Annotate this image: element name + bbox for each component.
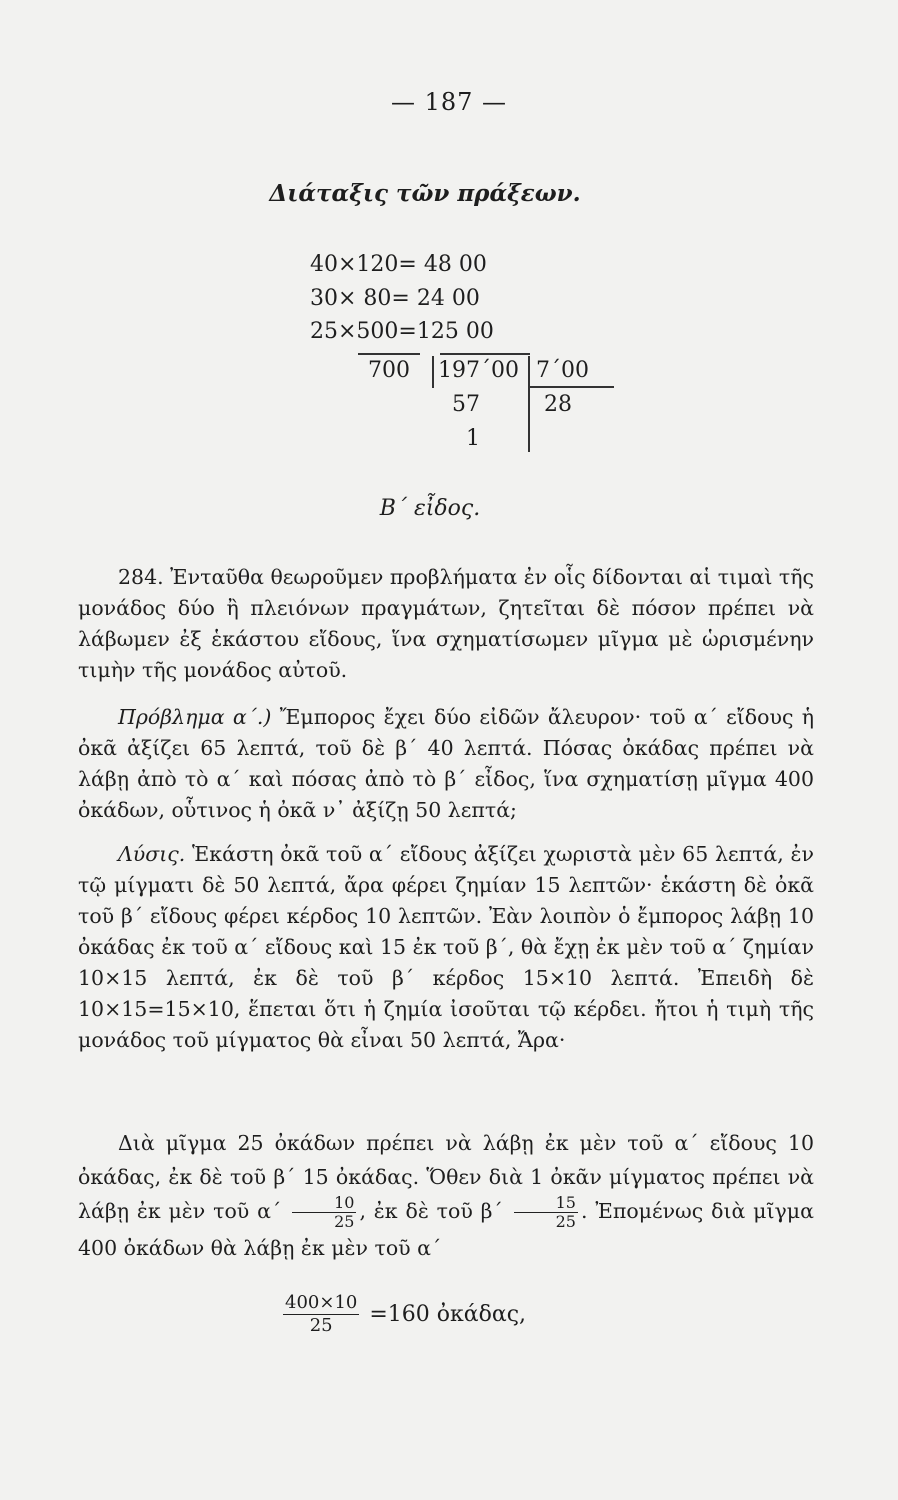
section-title: Διάταξις τῶν πράξεων. <box>269 180 581 207</box>
final-equation <box>280 1292 526 1337</box>
mixture-text-end: . Ἐπομένως διὰ μῖγμα 400 ὀκάδων θὰ λάβῃ ἐκ μὲν τοῦ α΄ <box>78 1199 814 1260</box>
sum-rule-right <box>440 353 530 355</box>
solution-paragraph <box>78 839 814 1056</box>
divisor-bar <box>432 356 434 388</box>
divisor-right: 7΄00 <box>536 358 589 383</box>
calc-row-1: 40×120= 48 00 <box>310 252 487 277</box>
fraction-denominator: 25 <box>334 1212 355 1231</box>
quotient-rule <box>530 386 614 388</box>
problem-paragraph <box>78 702 814 826</box>
divisor-left: 700 <box>368 358 410 383</box>
problem-text: Ἔμπορος ἔχει δύο εἰδῶν ἄλευρον· τοῦ α΄ εἴδους ἡ ὀκᾶ ἀξίζει 65 λεπτά, τοῦ δὲ β΄ 40 λεπτά. Πόσας ὀκάδας πρέπει νὰ λάβῃ ἀπὸ τὸ α΄ καὶ πόσας ἀπὸ τὸ β΄ εἶδος, ἵνα σχηματίσῃ μῖγμα 400 ὀκάδων, οὗτινος ἡ ὀκᾶ ν᾽ ἀξίζῃ 50 λεπτά; <box>78 705 814 822</box>
problem-label: Πρόβλημα α΄.) <box>118 705 272 729</box>
subheading: Β΄ εἶδος. <box>379 496 481 521</box>
mixture-text-start: Διὰ μῖγμα 25 ὀκάδων πρέπει νὰ λάβῃ ἐκ μὲν τοῦ α΄ εἴδους 10 ὀκάδας, ἐκ δὲ τοῦ β΄ 15 ὀκάδας. Ὅθεν διὰ 1 ὀκᾶν μίγματος πρέπει νὰ λάβῃ ἐκ μὲν τοῦ α΄ <box>78 1131 814 1223</box>
mixture-text-mid: , ἐκ δὲ τοῦ β΄ <box>359 1199 503 1223</box>
calc-row-2: 30× 80= 24 00 <box>310 286 480 311</box>
equation-denominator: 25 <box>309 1315 333 1336</box>
fraction-10-25 <box>292 1194 356 1231</box>
quotient: 28 <box>544 392 572 417</box>
page-number: — 187 — <box>390 88 508 116</box>
calculation-block <box>310 252 630 452</box>
solution-text: Ἑκάστη ὀκᾶ τοῦ α΄ εἴδους ἀξίζει χωριστὰ μὲν 65 λεπτά, ἐν τῷ μίγματι δὲ 50 λεπτά, ἄρα φέρει ζημίαν 15 λεπτῶν· ἑκάστη δὲ ὀκᾶ τοῦ β΄ εἴδους φέρει κέρδος 10 λεπτῶν. Ἐὰν λοιπὸν ὁ ἔμπορος λάβῃ 10 ὀκάδας ἐκ τοῦ α΄ εἴδους καὶ 15 ἐκ τοῦ β΄, θὰ ἔχῃ ἐκ μὲν τοῦ α΄ ζημίαν 10×15 λεπτά, ἐκ δὲ τοῦ β΄ κέρδος 15×10 λεπτά. Ἐπειδὴ δὲ 10×15=15×10, ἕπεται ὅτι ἡ ζημία ἰσοῦται τῷ κέρδει. ἤτοι ἡ τιμὴ τῆς μονάδος τοῦ μίγματος θὰ εἶναι 50 λεπτά, Ἄρα· <box>78 842 814 1052</box>
paragraph-284 <box>78 562 814 686</box>
calc-row-3: 25×500=125 00 <box>310 319 494 344</box>
remainder-1: 57 <box>452 392 480 417</box>
equation-numerator: 400×10 <box>285 1292 358 1313</box>
mixture-paragraph <box>78 1126 814 1265</box>
fraction-numerator: 15 <box>514 1194 578 1213</box>
sum-rule-left <box>358 353 420 355</box>
fraction-15-25 <box>514 1194 578 1231</box>
remainder-2: 1 <box>466 426 480 451</box>
fraction-denominator: 25 <box>555 1212 576 1231</box>
fraction-numerator: 10 <box>292 1194 356 1213</box>
equation-result: =160 ὀκάδας, <box>369 1302 527 1327</box>
dividend: 197΄00 <box>438 358 519 383</box>
division-bar <box>528 356 530 452</box>
equation-fraction <box>283 1292 359 1337</box>
solution-label: Λύσις. <box>118 842 186 866</box>
paragraph-284-text: 284. Ἐνταῦθα θεωροῦμεν προβλήματα ἐν οἷς δίδονται αἱ τιμαὶ τῆς μονάδος δύο ἢ πλειόνων πραγμάτων, ζητεῖται δὲ πόσον πρέπει νὰ λάβωμεν ἐξ ἑκάστου εἴδους, ἵνα σχηματίσωμεν μῖγμα μὲ ὡρισμένην τιμὴν τῆς μονάδος αὐτοῦ. <box>78 565 814 682</box>
